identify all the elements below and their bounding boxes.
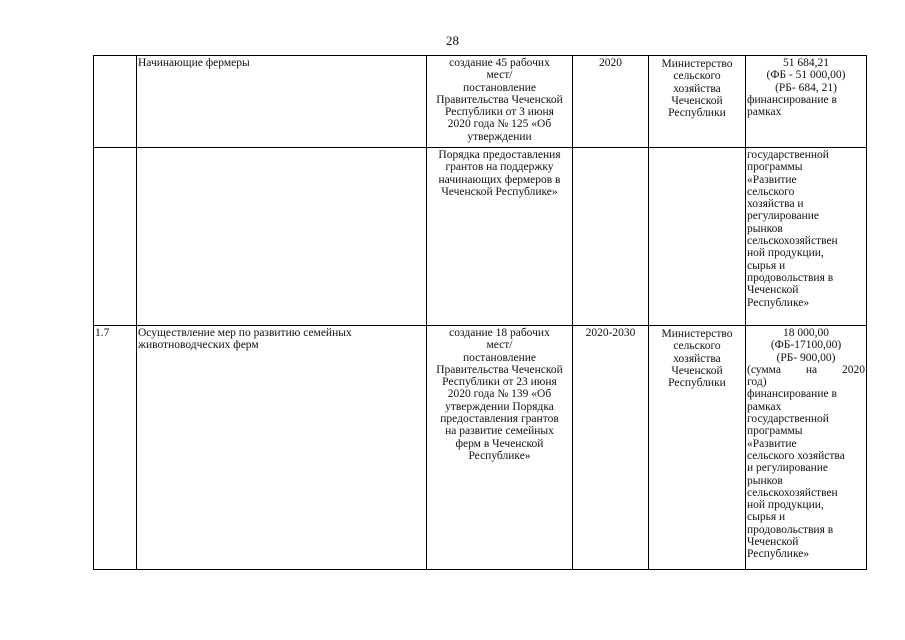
result-line: грантов на поддержку — [445, 161, 554, 174]
financing-line: год) — [747, 376, 767, 389]
financing-line: Чеченской — [747, 284, 799, 297]
executor-line: хозяйства — [673, 352, 721, 365]
result-cell — [427, 326, 573, 570]
executor-line: Министерство — [661, 328, 733, 340]
financing-line: Республике» — [747, 548, 810, 561]
financing-line: ной продукции, — [747, 247, 824, 260]
result-line: ферм в Чеченской — [455, 437, 544, 450]
result-line: 2020 года № 139 «Об — [447, 388, 552, 401]
financing-cell — [746, 148, 867, 326]
executor-line: Республики — [668, 107, 726, 120]
table-row — [94, 56, 867, 148]
financing-line: рынков — [747, 474, 783, 487]
financing-line: «Развитие — [747, 437, 797, 450]
measure-name-cell: Начинающие фермеры — [137, 56, 427, 148]
row-number-cell — [94, 148, 137, 326]
executor-line: Республики — [668, 377, 726, 390]
financing-line: (ФБ-17100,00) — [770, 339, 842, 352]
result-line: постановление — [462, 81, 536, 94]
financing-line: регулирование — [747, 210, 820, 223]
financing-line: государственной — [747, 413, 829, 426]
row-number-cell: 1.7 — [94, 326, 137, 570]
result-line: Республике» — [468, 449, 531, 462]
financing-line: «Развитие — [747, 173, 797, 186]
executor-line: Чеченской — [671, 94, 723, 107]
executor-line: Чеченской — [671, 364, 723, 377]
financing-line: (РБ- 684, 21) — [775, 81, 837, 94]
row-number-cell — [94, 56, 137, 148]
term-cell — [573, 148, 649, 326]
financing-line: сырья и — [747, 259, 786, 272]
result-cell — [427, 148, 573, 326]
financing-line: Республике» — [747, 296, 810, 309]
result-line: постановление — [462, 351, 536, 364]
financing-line: (ФБ - 51 000,00) — [766, 69, 846, 82]
financing-line: сельскохозяйствен — [747, 486, 838, 499]
financing-line: государственной — [747, 149, 829, 161]
financing-line: продовольствия в — [747, 271, 834, 284]
financing-line: 18 000,00 — [783, 327, 829, 339]
result-line: 2020 года № 125 «Об — [447, 118, 552, 131]
table-row — [94, 326, 867, 570]
result-line: утверждении Порядка — [445, 400, 554, 413]
measure-name-cell — [137, 148, 427, 326]
result-line: Республики от 23 июня — [442, 376, 557, 389]
executor-line: сельского — [673, 340, 721, 353]
result-cell — [427, 56, 573, 148]
financing-line: сельского — [747, 185, 795, 198]
financing-line: рынков — [747, 222, 783, 235]
result-line: мест/ — [486, 69, 513, 82]
executor-line: хозяйства — [673, 82, 721, 95]
financing-line: финансирование в — [747, 388, 837, 401]
financing-cell — [746, 326, 867, 570]
result-line: на развитие семейных — [445, 425, 554, 438]
result-line: мест/ — [486, 339, 513, 352]
financing-line: программы — [747, 161, 803, 174]
result-line: Правительства Чеченской — [436, 363, 563, 376]
financing-line: ной продукции, — [747, 499, 824, 512]
result-line: начинающих фермеров в — [438, 173, 561, 186]
result-line: Правительства Чеченской — [436, 93, 563, 106]
financing-line: хозяйства и — [747, 198, 804, 211]
financing-line: финансирование в — [747, 93, 837, 106]
term-cell: 2020 — [573, 56, 649, 148]
financing-line: и регулирование — [747, 462, 829, 475]
financing-line: рамках — [747, 400, 782, 413]
result-line: утверждении — [467, 130, 532, 143]
program-measures-table — [93, 55, 867, 570]
financing-line: 51 684,21 — [783, 57, 829, 69]
executor-cell — [649, 326, 746, 570]
financing-line: программы — [747, 425, 803, 438]
executor-line: Министерство — [661, 58, 733, 70]
executor-cell — [649, 148, 746, 326]
financing-line: (сумма на 2020 — [747, 363, 865, 376]
executor-cell — [649, 56, 746, 148]
financing-line: продовольствия в — [747, 523, 834, 536]
executor-line: сельского — [673, 70, 721, 83]
page-number: 28 — [446, 33, 459, 48]
financing-line: сельскохозяйствен — [747, 235, 838, 248]
financing-line: рамках — [747, 106, 782, 119]
financing-cell — [746, 56, 867, 148]
financing-line: сырья и — [747, 511, 786, 524]
financing-line: Чеченской — [747, 536, 799, 549]
term-cell: 2020-2030 — [573, 326, 649, 570]
table-row — [94, 148, 867, 326]
result-line: предоставления грантов — [440, 413, 559, 426]
result-line: Порядка предоставления — [438, 149, 561, 161]
financing-line: (РБ- 900,00) — [776, 351, 836, 364]
financing-line: сельского хозяйства — [747, 449, 845, 462]
result-line: Республики от 3 июня — [445, 106, 554, 119]
result-line: Чеченской Республике» — [441, 185, 558, 198]
result-line: создание 18 рабочих — [449, 327, 550, 339]
result-line: создание 45 рабочих — [449, 57, 550, 69]
measure-name-cell: Осуществление мер по развитию семейных животноводческих ферм — [137, 326, 427, 570]
